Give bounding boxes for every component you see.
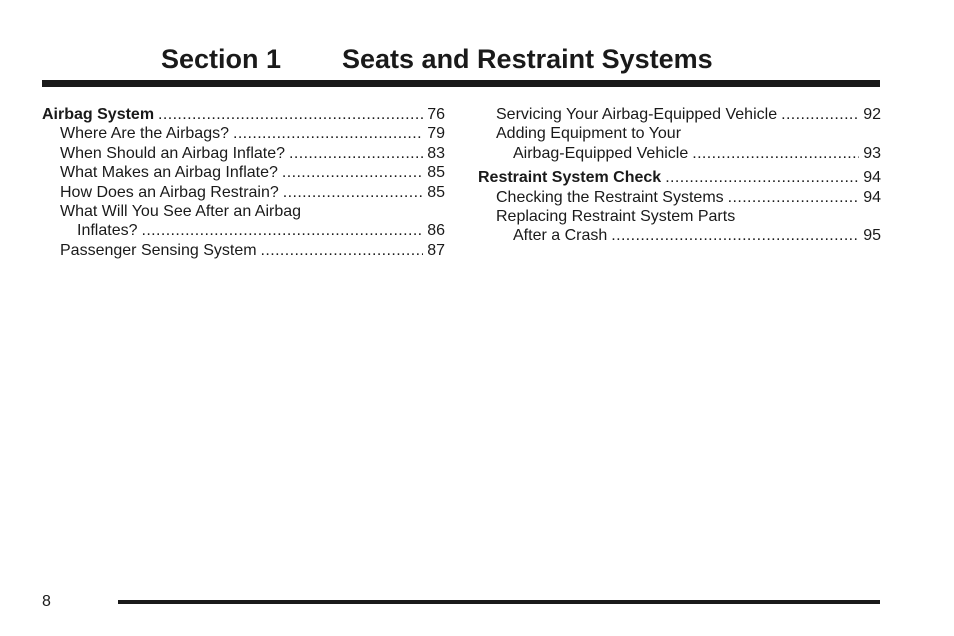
toc-entry-title: Adding Equipment to Your (496, 125, 682, 143)
toc-entry-title: What Makes an Airbag Inflate? (60, 164, 278, 182)
toc-entry-what-will-you-see[interactable] (42, 202, 445, 221)
toc-entry-title: After a Crash (513, 227, 608, 245)
toc-entry-page: 87 (427, 241, 445, 259)
toc-entry-what-makes-inflate[interactable] (42, 163, 445, 182)
dot-leader (261, 241, 424, 260)
toc-left-column (42, 105, 445, 260)
toc-entry-title: Restraint System Check (478, 169, 662, 187)
dot-leader (158, 105, 423, 124)
toc-entry-page: 95 (863, 227, 881, 245)
page-header (0, 40, 954, 80)
toc-entry-how-does-restrain[interactable] (42, 183, 445, 202)
toc-entry-title: Airbag System (42, 106, 155, 123)
dot-leader (233, 124, 423, 143)
header-rule (42, 80, 880, 87)
toc-entry-page: 79 (427, 125, 445, 143)
toc-entry-airbag-equipped-vehicle[interactable] (478, 144, 881, 163)
dot-leader (728, 188, 860, 207)
section-number: Section 1 (161, 44, 282, 74)
toc-entry-after-crash[interactable] (478, 226, 881, 245)
toc-entry-when-should-inflate[interactable] (42, 144, 445, 163)
toc-entry-page: 85 (427, 183, 445, 201)
dot-leader (283, 183, 423, 202)
toc-entry-servicing-vehicle[interactable] (478, 105, 881, 124)
dot-leader (781, 105, 859, 124)
toc-entry-page: 83 (427, 144, 445, 162)
dot-leader (665, 168, 859, 187)
toc-entry-replacing-parts[interactable] (478, 207, 881, 226)
toc-entry-page: 86 (427, 222, 445, 240)
toc-entry-page: 85 (427, 164, 445, 182)
section-title: Seats and Restraint Systems (342, 44, 713, 74)
toc-entry-title: Inflates? (77, 222, 138, 240)
dot-leader (611, 226, 859, 245)
toc-entry-title: What Will You See After an Airbag (60, 203, 302, 221)
footer-rule (118, 600, 880, 604)
toc-entry-title: Airbag-Equipped Vehicle (513, 144, 689, 162)
toc-entry-title: Checking the Restraint Systems (496, 188, 724, 206)
toc-entry-title: Replacing Restraint System Parts (496, 208, 736, 226)
dot-leader (282, 163, 423, 182)
toc-entry-checking-restraint[interactable] (478, 188, 881, 207)
toc-entry-title: Servicing Your Airbag-Equipped Vehicle (496, 106, 778, 123)
toc-entry-page: 94 (863, 169, 881, 187)
toc-entry-page: 76 (427, 106, 445, 123)
page-number: 8 (42, 593, 51, 610)
dot-leader (289, 144, 423, 163)
toc-right-column (478, 105, 881, 246)
toc-entry-title: Passenger Sensing System (60, 241, 257, 259)
toc-entry-restraint-system-check[interactable] (478, 168, 881, 187)
dot-leader (692, 144, 859, 163)
toc-entry-page: 94 (863, 188, 881, 206)
toc-entry-adding-equipment[interactable] (478, 124, 881, 143)
toc-entry-title: When Should an Airbag Inflate? (60, 144, 286, 162)
toc-entry-inflates[interactable] (42, 221, 445, 240)
dot-leader (141, 221, 423, 240)
toc-entry-title: Where Are the Airbags? (60, 125, 229, 143)
toc-entry-where-are-airbags[interactable] (42, 124, 445, 143)
toc-entry-airbag-system[interactable] (42, 105, 445, 124)
toc-entry-title: How Does an Airbag Restrain? (60, 183, 279, 201)
toc-entry-page: 92 (863, 106, 881, 123)
toc-entry-page: 93 (863, 144, 881, 162)
toc-entry-passenger-sensing[interactable] (42, 241, 445, 260)
